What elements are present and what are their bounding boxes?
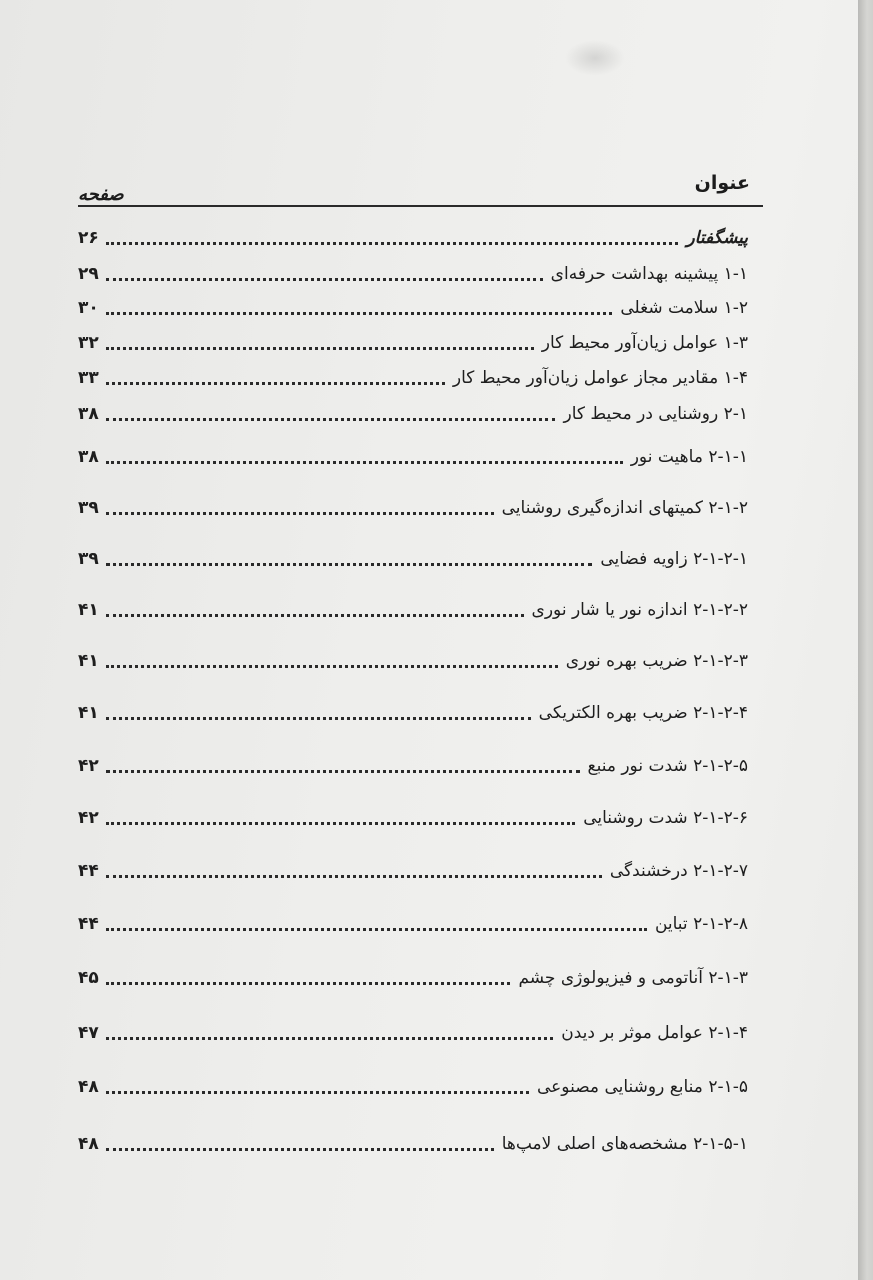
toc-entry — [78, 292, 748, 320]
dot-leader — [106, 382, 445, 385]
dot-leader — [106, 418, 555, 421]
toc-entry-page: ۴۱ — [78, 703, 99, 723]
toc-entry — [78, 802, 748, 830]
toc-entry-title: ۱-۳ عوامل زیان‌آور محیط کار — [541, 333, 748, 353]
toc-entry-page: ۳۸ — [78, 404, 99, 424]
toc-entry — [78, 908, 748, 936]
toc-entry — [78, 855, 748, 883]
toc-entry-title: ۱-۴ مقادیر مجاز عوامل زیان‌آور محیط کار — [452, 368, 748, 388]
toc-entry-page: ۳۰ — [78, 298, 99, 318]
dot-leader — [106, 717, 531, 720]
toc-entry — [78, 492, 748, 520]
toc-entry-title: ۲-۱-۵ منابع روشنایی مصنوعی — [536, 1077, 748, 1097]
toc-entry-title: ۲-۱-۲ کمیتهای اندازه‌گیری روشنایی — [501, 498, 748, 518]
toc-entry — [78, 1017, 748, 1045]
toc-entry — [78, 750, 748, 778]
toc-entry-title: ۲-۱-۳ آناتومی و فیزیولوژی چشم — [518, 968, 748, 988]
toc-entry — [78, 962, 748, 990]
toc-entry — [78, 1071, 748, 1099]
toc-entry-page: ۲۹ — [78, 264, 99, 284]
toc-entry-page: ۳۹ — [78, 498, 99, 518]
toc-entry-title: ۱-۲ سلامت شغلی — [620, 298, 748, 318]
toc-entry — [78, 327, 748, 355]
toc-entry-title: ۲-۱-۲-۸ تباین — [654, 914, 748, 934]
toc-entry-page: ۳۳ — [78, 368, 99, 388]
page-edge — [858, 0, 873, 1280]
toc-entry — [78, 1128, 748, 1156]
dot-leader — [106, 563, 592, 566]
toc-entry — [78, 362, 748, 390]
toc-entry-page: ۳۸ — [78, 447, 99, 467]
toc-entry-title: ۲-۱-۲-۵ شدت نور منبع — [587, 756, 748, 776]
toc-entry-title: ۲-۱-۲-۴ ضریب بهره الکتریکی — [538, 703, 748, 723]
toc-entry-page: ۴۱ — [78, 600, 99, 620]
toc-entry-title: ۲-۱-۲-۱ زاویه فضایی — [600, 549, 748, 569]
toc-entry-title: ۲-۱-۵-۱ مشخصه‌های اصلی لامپ‌ها — [501, 1134, 748, 1154]
toc-entry-title: ۱-۱ پیشینه بهداشت حرفه‌ای — [550, 264, 748, 284]
toc-entry-title: ۲-۱ روشنایی در محیط کار — [563, 404, 748, 424]
toc-entry-page: ۴۲ — [78, 808, 99, 828]
dot-leader — [106, 512, 494, 515]
toc-entry-page: ۴۴ — [78, 861, 99, 881]
dot-leader — [106, 982, 510, 985]
toc-entry-page: ۲۶ — [78, 228, 99, 248]
dot-leader — [106, 665, 558, 668]
toc-entry-page: ۴۱ — [78, 651, 99, 671]
toc-entry — [78, 222, 748, 250]
toc-entry-page: ۴۵ — [78, 968, 99, 988]
dot-leader — [106, 312, 612, 315]
dot-leader — [106, 278, 543, 281]
dot-leader — [106, 242, 678, 245]
toc-entry-page: ۴۴ — [78, 914, 99, 934]
column-header-page: صفحه — [78, 184, 124, 205]
dot-leader — [106, 875, 602, 878]
dot-leader — [106, 1148, 494, 1151]
toc-entry-page: ۳۲ — [78, 333, 99, 353]
column-header-title: عنوان — [694, 172, 750, 194]
toc-entry — [78, 645, 748, 673]
dot-leader — [106, 1037, 553, 1040]
dot-leader — [106, 928, 647, 931]
toc-entry — [78, 543, 748, 571]
toc-entry-page: ۳۹ — [78, 549, 99, 569]
toc-entry-title: پیشگفتار — [686, 228, 748, 248]
toc-entry — [78, 441, 748, 469]
toc-entry — [78, 258, 748, 286]
toc-entry-title: ۲-۱-۱ ماهیت نور — [630, 447, 748, 467]
dot-leader — [106, 614, 524, 617]
dot-leader — [106, 822, 575, 825]
toc-entry-title: ۲-۱-۴ عوامل موثر بر دیدن — [561, 1023, 748, 1043]
toc-entry-title: ۲-۱-۲-۶ شدت روشنایی — [583, 808, 748, 828]
dot-leader — [106, 461, 623, 464]
toc-entry-page: ۴۷ — [78, 1023, 99, 1043]
dot-leader — [106, 770, 580, 773]
toc-entry — [78, 697, 748, 725]
toc-entry-title: ۲-۱-۲-۲ اندازه نور یا شار نوری — [531, 600, 748, 620]
toc-entry-page: ۴۲ — [78, 756, 99, 776]
toc-entry-page: ۴۸ — [78, 1134, 99, 1154]
toc-entry — [78, 594, 748, 622]
dot-leader — [106, 1091, 529, 1094]
toc-entry-page: ۴۸ — [78, 1077, 99, 1097]
toc-entry-title: ۲-۱-۲-۳ ضریب بهره نوری — [565, 651, 748, 671]
toc-entry — [78, 398, 748, 426]
dot-leader — [106, 347, 534, 350]
toc-entry-title: ۲-۱-۲-۷ درخشندگی — [609, 861, 748, 881]
